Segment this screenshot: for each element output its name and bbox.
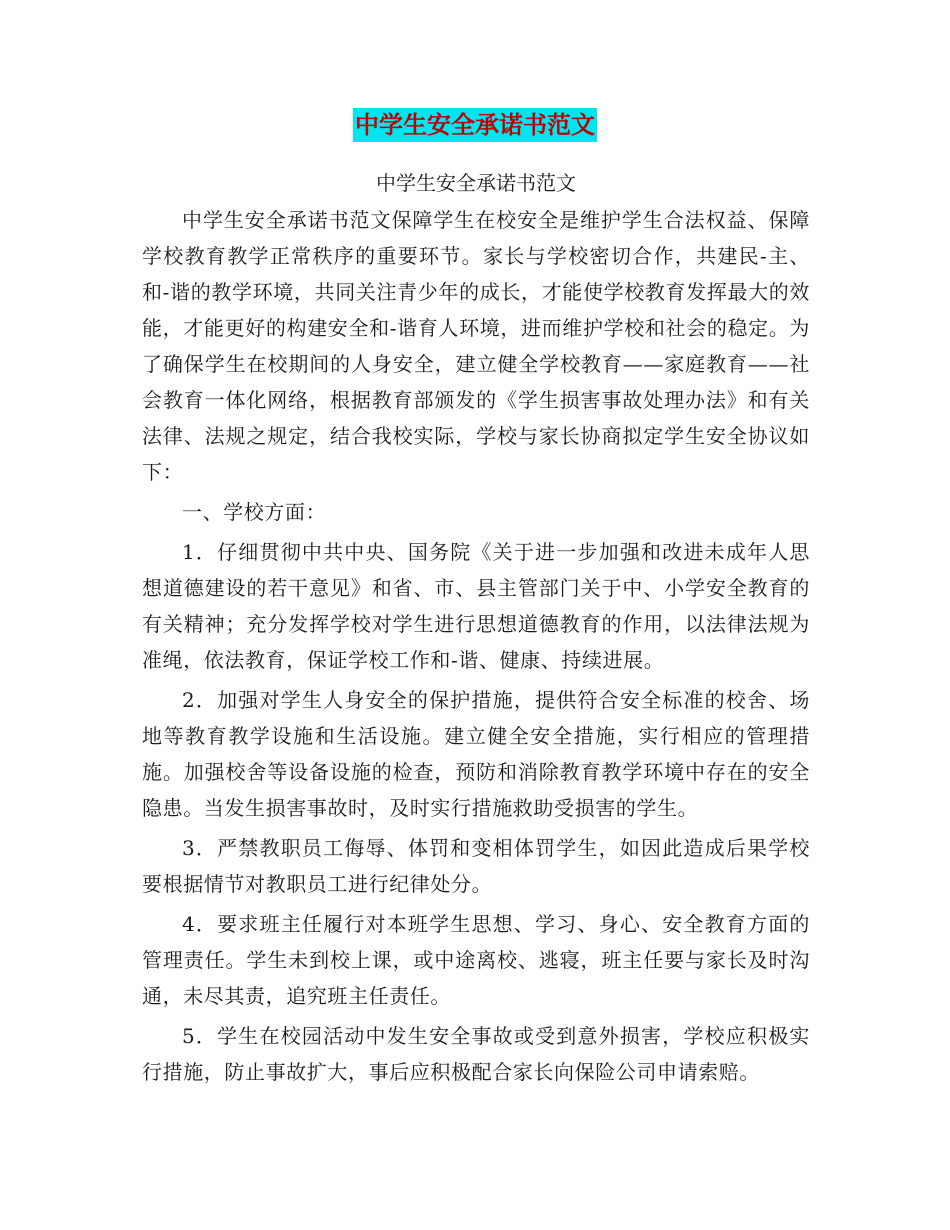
list-item-2: 2．加强对学生人身安全的保护措施，提供符合安全标准的校舍、场地等教育教学设施和生活设施。建立健全安全措施，实行相应的管理措施。加强校舍等设备设施的检查，预防和消除教育教学环境中存在的安全隐患。当发生损害事故时，及时实行措施救助受损害的学生。: [142, 688, 810, 820]
document-body: [142, 164, 810, 1090]
list-item-5: 5．学生在校园活动中发生安全事故或受到意外损害，学校应积极实行措施，防止事故扩大，事后应积极配合家长向保险公司申请索赔。: [142, 1024, 810, 1084]
document-subtitle: 中学生安全承诺书范文: [376, 171, 576, 195]
list-item-4: 4．要求班主任履行对本班学生思想、学习、身心、安全教育方面的管理责任。学生未到校上课，或中途离校、逃寝，班主任要与家长及时沟通，未尽其责，追究班主任责任。: [142, 912, 810, 1008]
page-title: 中学生安全承诺书范文: [353, 108, 597, 142]
list-item-1: 1．仔细贯彻中共中央、国务院《关于进一步加强和改进未成年人思想道德建设的若干意见》和省、市、县主管部门关于中、小学安全教育的有关精神；充分发挥学校对学生进行思想道德教育的作用，以法律法规为准绳，依法教育，保证学校工作和-谐、健康、持续进展。: [142, 540, 810, 672]
list-item-3: 3．严禁教职员工侮辱、体罚和变相体罚学生，如因此造成后果学校要根据情节对教职员工进行纪律处分。: [142, 836, 810, 896]
title-wrap: [0, 108, 950, 142]
section-heading: 一、学校方面：: [182, 500, 327, 524]
intro-paragraph: 中学生安全承诺书范文保障学生在校安全是维护学生合法权益、保障学校教育教学正常秩序的重要环节。家长与学校密切合作，共建民-主、和-谐的教学环境，共同关注青少年的成长，才能使学校教育发挥最大的效能，才能更好的构建安全和-谐育人环境，进而维护学校和社会的稳定。为了确保学生在校期间的人身安全，建立健全学校教育——家庭教育——社会教育一体化网络，根据教育部颁发的《学生损害事故处理办法》和有关法律、法规之规定，结合我校实际，学校与家长协商拟定学生安全协议如下：: [142, 208, 810, 484]
